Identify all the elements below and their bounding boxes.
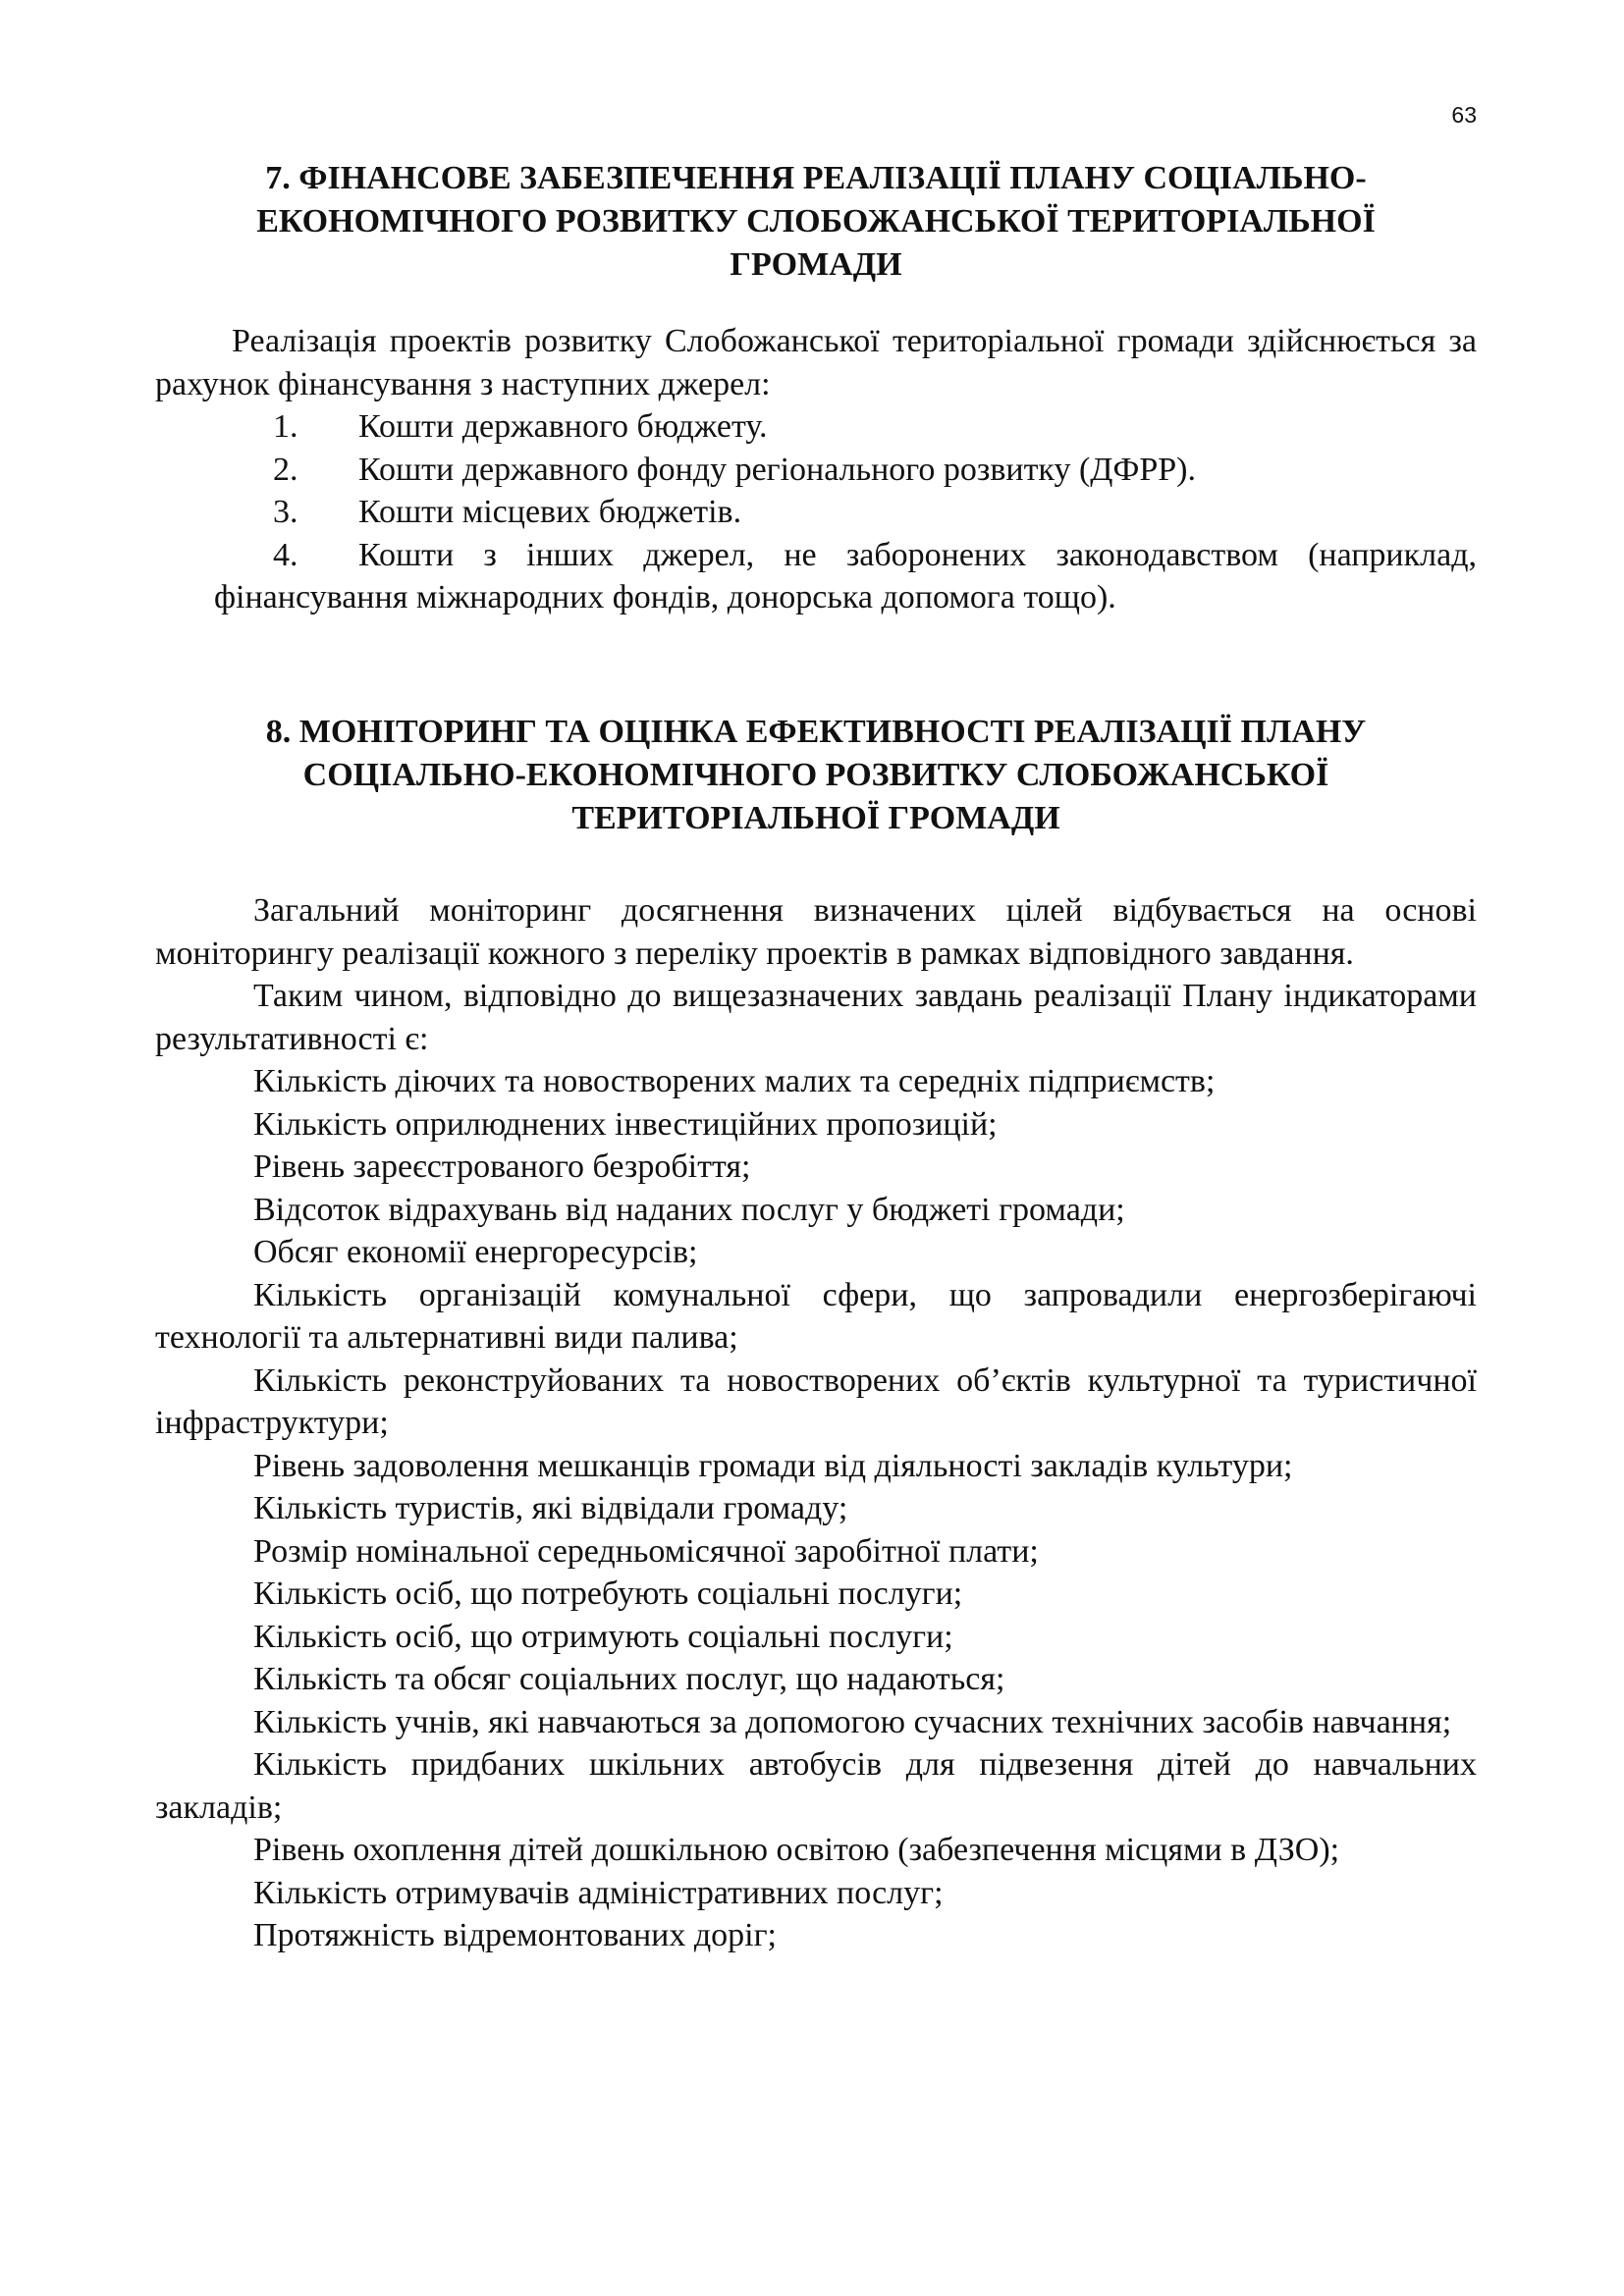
list-text: Кошти місцевих бюджетів. — [358, 494, 742, 530]
indicators-list — [155, 1060, 1477, 1957]
list-number: 4. — [273, 536, 298, 573]
indicator-item: Кількість оприлюднених інвестиційних пропозицій; — [253, 1105, 998, 1143]
indicator-item: Обсяг економії енергоресурсів; — [253, 1234, 698, 1270]
list-item — [155, 491, 1477, 534]
list-text — [358, 534, 1477, 577]
heading-line: ЕКОНОМІЧНОГО РОЗВИТКУ СЛОБОЖАНСЬКОЇ ТЕРИТОРІАЛЬНОЇ — [256, 203, 1376, 240]
indicator-item: Рівень задоволення мешканців громади від діяльності закладів культури; — [253, 1447, 1293, 1484]
financing-intro: Реалізація проектів розвитку Слобожанської територіальної громади здійснюється за рахунок фінансування з наступних джерел: — [155, 323, 1477, 402]
indicator-item: Кількість учнів, які навчаються за допомогою сучасних технічних засобів навчання; — [253, 1703, 1452, 1740]
monitoring-paragraph: Загальний моніторинг досягнення визначених цілей відбувається на основі моніторингу реалізації кожного з переліку проектів в рамках відповідного завдання. — [155, 892, 1477, 972]
list-text: Кошти державного фонду регіонального розвитку (ДФРР). — [358, 451, 1196, 488]
indicator-item: Розмір номінальної середньомісячної заробітної плати; — [253, 1532, 1039, 1570]
indicator-item: Кількість та обсяг соціальних послуг, що надаються; — [253, 1661, 1005, 1697]
indicator-item: Кількість осіб, що отримують соціальні послуги; — [253, 1618, 953, 1655]
indicator-item: Рівень охоплення дітей дошкільною освітою (забезпечення місцями в ДЗО); — [253, 1832, 1340, 1868]
indicator-item: Протяжність відремонтованих доріг; — [253, 1917, 777, 1953]
indicators-intro: Таким чином, відповідно до вищезазначених завдань реалізації Плану індикаторами результативності є: — [155, 978, 1477, 1057]
list-number: 3. — [273, 494, 298, 530]
indicator-item: Відсоток відрахувань від наданих послуг у бюджеті громади; — [253, 1191, 1125, 1228]
list-text: Кошти державного бюджету. — [358, 408, 768, 445]
heading-line: 8. МОНІТОРИНГ ТА ОЦІНКА ЕФЕКТИВНОСТІ РЕАЛІЗАЦІЇ ПЛАНУ — [265, 714, 1367, 750]
list-item — [155, 449, 1477, 492]
list-text-line: Кошти з інших джерел, не заборонених законодавством (наприклад, — [358, 536, 1477, 573]
indicator-item: Кількість отримувачів адміністративних послуг; — [253, 1874, 944, 1911]
indicator-item: Кількість діючих та новостворених малих та середніх підприємств; — [253, 1063, 1216, 1099]
list-number: 2. — [273, 451, 298, 488]
list-number: 1. — [273, 408, 298, 445]
indicator-item: Кількість придбаних шкільних автобусів для підвезення дітей до навчальних закладів; — [155, 1746, 1477, 1826]
section-8-body — [155, 889, 1477, 1957]
section-7-body — [155, 320, 1477, 619]
section-8-heading — [155, 711, 1477, 840]
heading-line: ТЕРИТОРІАЛЬНОЇ ГРОМАДИ — [571, 800, 1060, 836]
list-item — [155, 405, 1477, 449]
page-number: 63 — [1451, 102, 1477, 128]
list-text-continuation: фінансування міжнародних фондів, донорська допомога тощо). — [214, 579, 1116, 615]
indicator-item: Кількість осіб, що потребують соціальні послуги; — [253, 1575, 963, 1612]
heading-line: СОЦІАЛЬНО-ЕКОНОМІЧНОГО РОЗВИТКУ СЛОБОЖАНСЬКОЇ — [302, 757, 1329, 793]
section-7-heading — [155, 157, 1477, 287]
list-item — [155, 534, 1477, 619]
heading-line: 7. ФІНАНСОВЕ ЗАБЕЗПЕЧЕННЯ РЕАЛІЗАЦІЇ ПЛАНУ СОЦІАЛЬНО- — [265, 160, 1367, 196]
indicator-item: Кількість туристів, які відвідали громаду; — [253, 1490, 848, 1526]
indicator-item: Кількість реконструйованих та новостворених об’єктів культурної та туристичної інфраструктури; — [155, 1362, 1477, 1441]
indicator-item: Кількість організацій комунальної сфери, що запровадили енергозберігаючі технології та альтернативні види палива; — [155, 1276, 1477, 1356]
heading-line: ГРОМАДИ — [730, 246, 902, 283]
indicator-item: Рівень зареєстрованого безробіття; — [253, 1148, 751, 1185]
